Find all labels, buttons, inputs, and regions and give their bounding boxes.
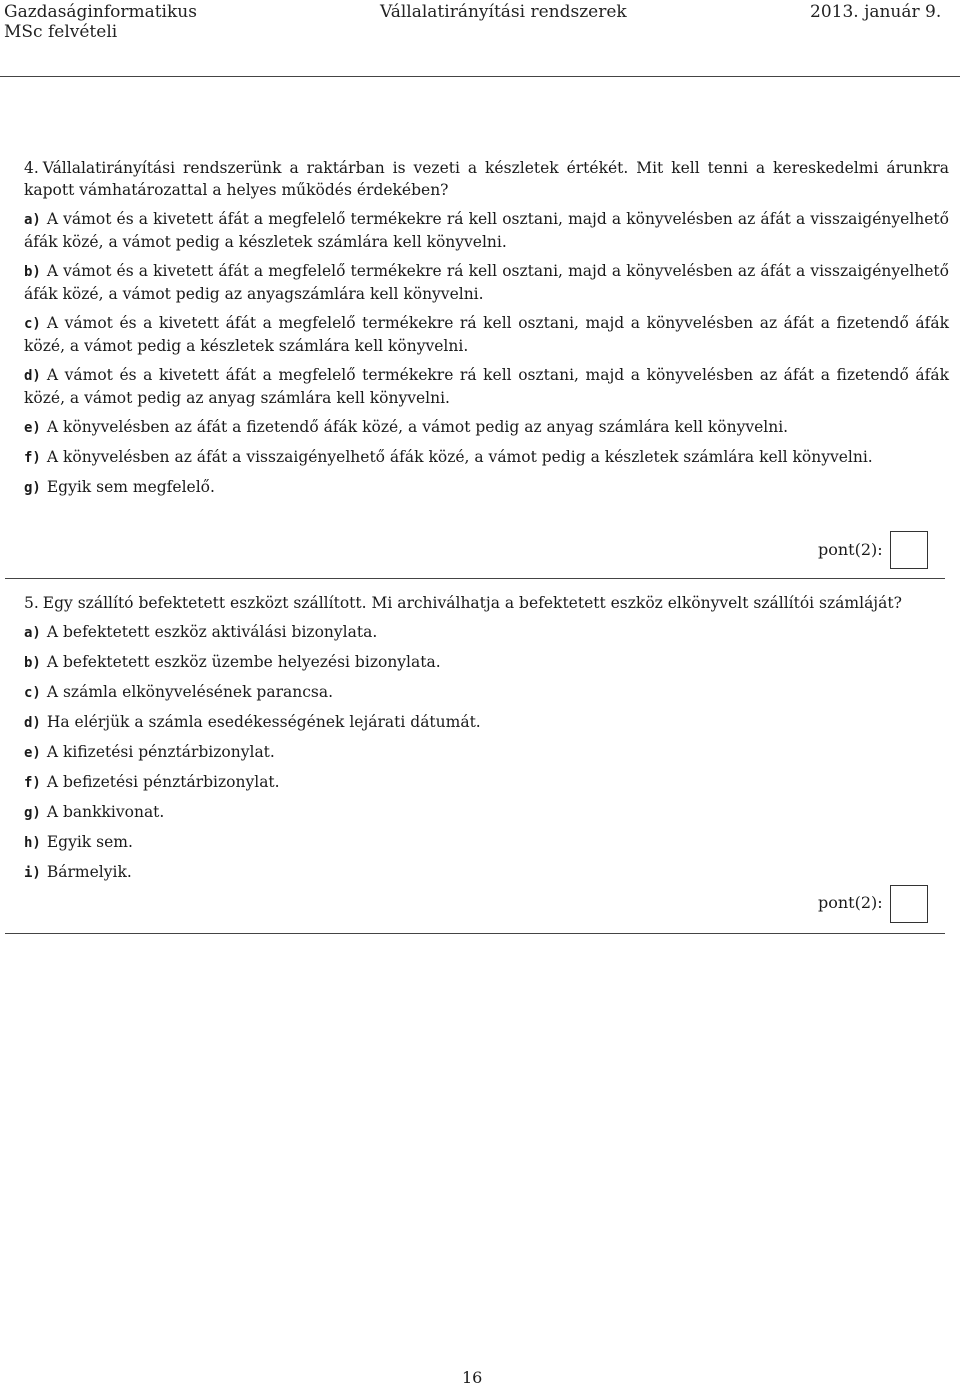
question-5-score-box[interactable] <box>890 885 928 923</box>
option-label: c) <box>24 316 41 332</box>
option-4d[interactable] <box>24 364 949 409</box>
question-5-score-label: pont(2): <box>818 893 883 912</box>
option-5b[interactable] <box>24 651 949 674</box>
question-4 <box>24 157 949 506</box>
option-5a[interactable] <box>24 621 949 644</box>
option-text: A befizetési pénztárbizonylat. <box>46 773 280 791</box>
option-4g[interactable] <box>24 476 949 499</box>
option-label: d) <box>24 715 41 731</box>
question-5 <box>24 592 949 891</box>
option-label: e) <box>24 745 41 761</box>
option-text: Bármelyik. <box>46 863 132 881</box>
option-text: A befektetett eszköz üzembe helyezési bizonylata. <box>46 653 441 671</box>
option-label: a) <box>24 625 41 641</box>
option-5g[interactable] <box>24 801 949 824</box>
header-subject: Vállalatirányítási rendszerek <box>380 2 627 22</box>
option-label: i) <box>24 865 41 881</box>
option-label: a) <box>24 212 41 228</box>
question-5-options <box>24 621 949 884</box>
option-4c[interactable] <box>24 312 949 357</box>
question-5-number: 5. <box>24 594 39 612</box>
option-label: b) <box>24 264 41 280</box>
option-5d[interactable] <box>24 711 949 734</box>
option-text: A vámot és a kivetett áfát a megfelelő termékekre rá kell osztani, majd a könyvelésben az áfát a fizetendő áfák közé, a vámot pedig az anyag számlára kell könyvelni. <box>24 366 949 407</box>
header-divider <box>0 76 960 77</box>
question-divider <box>5 933 945 934</box>
option-text: Egyik sem megfelelő. <box>46 478 215 496</box>
question-4-score-box[interactable] <box>890 531 928 569</box>
question-4-score-label: pont(2): <box>818 540 883 559</box>
option-4b[interactable] <box>24 260 949 305</box>
option-4a[interactable] <box>24 208 949 253</box>
option-text: A vámot és a kivetett áfát a megfelelő termékekre rá kell osztani, majd a könyvelésben az áfát a visszaigényelhető áfák közé, a vámot pedig az anyagszámlára kell könyvelni. <box>24 262 949 303</box>
option-4f[interactable] <box>24 446 949 469</box>
question-4-number: 4. <box>24 159 39 177</box>
option-5e[interactable] <box>24 741 949 764</box>
option-text: A könyvelésben az áfát a fizetendő áfák közé, a vámot pedig az anyag számlára kell könyvelni. <box>46 418 789 436</box>
option-text: A befektetett eszköz aktiválási bizonylata. <box>46 623 378 641</box>
option-label: d) <box>24 368 41 384</box>
option-label: h) <box>24 835 41 851</box>
header-date: 2013. január 9. <box>810 2 942 22</box>
option-text: A könyvelésben az áfát a visszaigényelhető áfák közé, a vámot pedig a készletek számlára kell könyvelni. <box>46 448 873 466</box>
option-5h[interactable] <box>24 831 949 854</box>
question-4-options <box>24 208 949 499</box>
option-label: e) <box>24 420 41 436</box>
option-4e[interactable] <box>24 416 949 439</box>
option-label: f) <box>24 450 41 466</box>
question-5-text <box>24 592 949 614</box>
option-text: A bankkivonat. <box>46 803 165 821</box>
option-text: Ha elérjük a számla esedékességének lejárati dátumát. <box>46 713 481 731</box>
option-text: A számla elkönyvelésének parancsa. <box>46 683 334 701</box>
question-divider <box>5 578 945 579</box>
page-number: 16 <box>462 1368 483 1387</box>
option-label: c) <box>24 685 41 701</box>
option-5f[interactable] <box>24 771 949 794</box>
option-label: b) <box>24 655 41 671</box>
option-text: A vámot és a kivetett áfát a megfelelő termékekre rá kell osztani, majd a könyvelésben az áfát a visszaigényelhető áfák közé, a vámot pedig a készletek számlára kell könyvelni. <box>24 210 949 251</box>
question-5-prompt: Egy szállító befektetett eszközt szállított. Mi archiválhatja a befektetett eszköz elkönyvelt szállítói számláját? <box>42 594 902 612</box>
question-4-text <box>24 157 949 201</box>
option-label: g) <box>24 480 41 496</box>
option-label: f) <box>24 775 41 791</box>
option-5i[interactable] <box>24 861 949 884</box>
header-course-title: Gazdaságinformatikus <box>4 2 197 22</box>
option-text: Egyik sem. <box>46 833 133 851</box>
question-4-prompt: Vállalatirányítási rendszerünk a raktárban is vezeti a készletek értékét. Mit kell tenni a kereskedelmi árunkra kapott vámhatározattal a helyes működés érdekében? <box>24 159 949 199</box>
option-5c[interactable] <box>24 681 949 704</box>
header-exam-type: MSc felvételi <box>4 22 118 42</box>
option-text: A kifizetési pénztárbizonylat. <box>46 743 275 761</box>
option-label: g) <box>24 805 41 821</box>
option-text: A vámot és a kivetett áfát a megfelelő termékekre rá kell osztani, majd a könyvelésben az áfát a fizetendő áfák közé, a vámot pedig a készletek számlára kell könyvelni. <box>24 314 949 355</box>
